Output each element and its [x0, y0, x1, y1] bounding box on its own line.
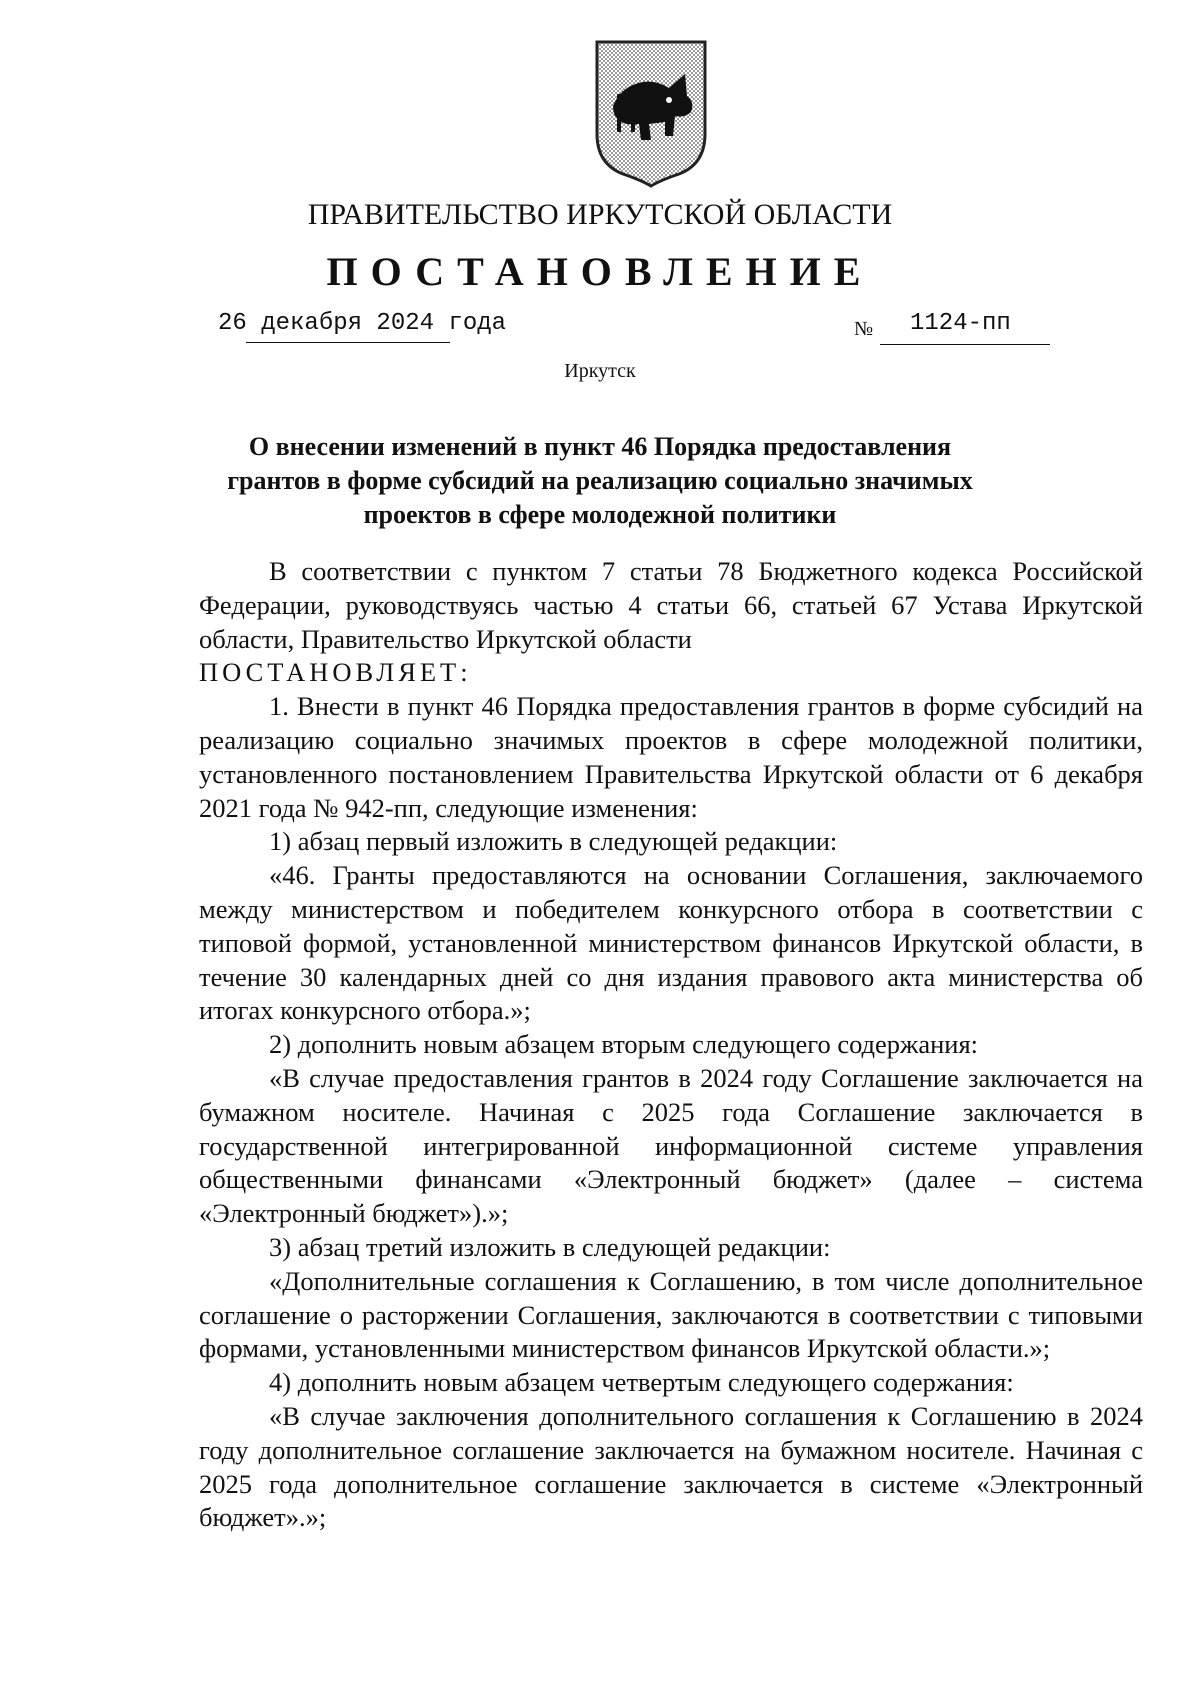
body-paragraph: 4) дополнить новым абзацем четвертым следующего содержания: [269, 1367, 1014, 1398]
body-paragraph: 1) абзац первый изложить в следующей редакции: [269, 826, 838, 857]
body-paragraph: «В случае предоставления грантов в 2024 году Соглашение заключается на бумажном носителе. Начиная с 2025 года Соглашение заключается в государственной интегрированной информационной системе управления общественными финансами «Электронный бюджет» (далее – система «Электронный бюджет»).»; [199, 1062, 1143, 1229]
body-paragraph: «В случае заключения дополнительного соглашения к Соглашению в 2024 году дополнительное соглашение заключается на бумажном носителе. Начиная с 2025 года дополнительное соглашение заключается в системе «Электронный бюджет».»; [199, 1400, 1143, 1533]
body-paragraph: 1. Внести в пункт 46 Порядка предоставления грантов в форме субсидий на реализацию социально значимых проектов в сфере молодежной политики, установленного постановлением Правительства Иркутской области от 6 декабря 2021 года № 942-пп, следующие изменения: [199, 691, 1143, 823]
document-type: ПОСТАНОВЛЕНИЕ [326, 249, 874, 294]
number-sign: № [854, 318, 874, 340]
body-paragraph: 3) абзац третий изложить в следующей редакции: [269, 1231, 831, 1262]
document-title: О внесении изменений в пункт 46 Порядка предоставления грантов в форме субсидий на реализацию социально значимых проектов в сфере молодежной политики [227, 432, 973, 529]
preamble-paragraph: В соответствии с пунктом 7 статьи 78 Бюджетного кодекса Российской Федерации, руководствуясь частью 4 статьи 66, статьей 67 Устава Иркутской области, Правительство Иркутской области [199, 556, 1143, 654]
body-paragraph: «Дополнительные соглашения к Соглашению, в том числе дополнительное соглашение о расторжении Соглашения, заключаются в соответствии с типовыми формами, установленными министерством финансов Иркутской области.»; [199, 1265, 1143, 1364]
document-number: 1124-пп [910, 310, 1011, 337]
document-body [199, 555, 1143, 1535]
number-underline [880, 344, 1050, 345]
coat-of-arms-icon [591, 36, 711, 188]
document-date: 26 декабря 2024 года [218, 310, 507, 337]
resolves-heading: ПОСТАНОВЛЯЕТ: [199, 657, 472, 688]
body-paragraph: «46. Гранты предоставляются на основании Соглашения, заключаемого между министерством и победителем конкурсного отбора в соответствии с типовой формой, установленной министерством финансов Иркутской области, в течение 30 календарных дней со дня издания правового акта министерства об итогах конкурсного отбора.»; [199, 860, 1143, 1026]
body-paragraph: 2) дополнить новым абзацем вторым следующего содержания: [269, 1029, 979, 1060]
date-underline [246, 342, 450, 343]
organization-name: ПРАВИТЕЛЬСТВО ИРКУТСКОЙ ОБЛАСТИ [307, 198, 893, 231]
city: Иркутск [564, 360, 636, 382]
